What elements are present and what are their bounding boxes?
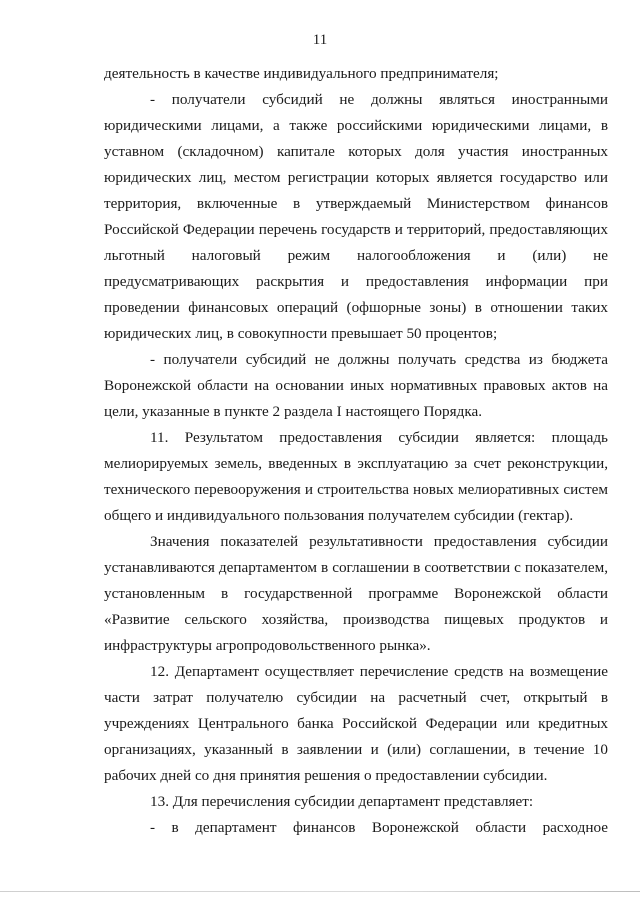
paragraph-item-12: 12. Департамент осуществляет перечисление средств на возмещение части затрат получателю субсидии на расчетный счет, открытый в учреждениях Центрального банка Российской Федерации или кредитных организациях, указанный в заявлении и (или) соглашении, в течение 10 рабочих дней со дня принятия решения о предоставлении субсидии. xyxy=(104,663,608,784)
paragraph-finance-department: - в департамент финансов Воронежской области расходное xyxy=(150,819,608,836)
paragraph-budget-funds: - получатели субсидий не должны получать средства из бюджета Воронежской области на основании иных нормативных правовых актов на цели, указанные в пункте 2 раздела I настоящего Порядка. xyxy=(104,351,608,420)
page-number: 11 xyxy=(312,32,328,48)
page-bottom-edge xyxy=(0,891,640,892)
document-body xyxy=(104,61,608,841)
paragraph-item-11: 11. Результатом предоставления субсидии является: площадь мелиорируемых земель, введенных в эксплуатацию за счет реконструкции, технического перевооружения и строительства новых мелиоративных систем общего и индивидуального пользования получателем субсидии (гектар). xyxy=(104,429,608,524)
paragraph-indicator-values: Значения показателей результативности предоставления субсидии устанавливаются департаментом в соглашении в соответствии с показателем, установленным в государственной программе Воронежской области «Развитие сельского хозяйства, производства пищевых продуктов и инфраструктуры агропродовольственного рынка». xyxy=(104,533,608,654)
paragraph-item-13: 13. Для перечисления субсидии департамент представляет: xyxy=(150,793,534,810)
paragraph-foreign-entities: - получатели субсидий не должны являться иностранными юридическими лицами, а также российскими юридическими лицами, в уставном (складочном) капитале которых доля участия иностранных юридических лиц, местом регистрации которых является государство или территория, включенные в утверждаемый Министерством финансов Российской Федерации перечень государств и территорий, предоставляющих льготный налоговый режим налогообложения и (или) не предусматривающих раскрытия и предоставления информации при проведении финансовых операций (офшорные зоны) в отношении таких юридических лиц, в совокупности превышает 50 процентов; xyxy=(104,91,608,342)
paragraph-continuation: деятельность в качестве индивидуального предпринимателя; xyxy=(104,65,499,82)
